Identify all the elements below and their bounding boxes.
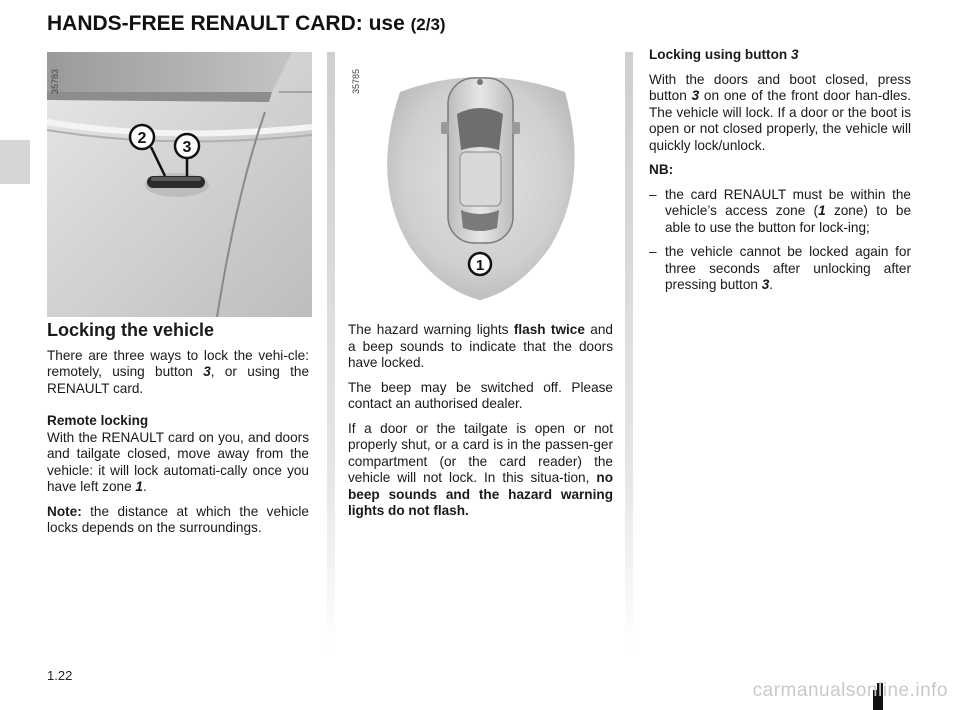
column-middle <box>348 322 613 528</box>
figure-code: 35785 <box>351 68 361 94</box>
section-heading: Locking the vehicle <box>47 320 215 340</box>
note-paragraph: Note: the distance at which the vehicle locks depends on the surroundings. <box>47 503 309 535</box>
column-divider <box>625 52 633 652</box>
callout-1: 1 <box>475 257 485 274</box>
nb-label: NB: <box>649 162 674 177</box>
access-zone-illustration <box>345 52 615 317</box>
page-title-part: (2/3) <box>410 15 446 34</box>
callout-2: 2 <box>137 130 147 147</box>
list-item: – the card RENAULT must be within the vehicle’s access zone (1 zone) to be able to use the button for lock-ing; <box>649 186 912 235</box>
column-right <box>649 47 911 302</box>
page-title: HANDS-FREE RENAULT CARD: use (2/3) <box>47 12 446 35</box>
beep-paragraph: The beep may be switched off. Please contact an authorised dealer. <box>348 379 613 411</box>
button-locking-paragraph: With the doors and boot closed, press button 3 on one of the front door han-dles. The vehicle will lock. If a door or the boot is open or not closed properly, the vehicle will quickly lock/unlock. <box>649 71 911 153</box>
subheading-remote-locking: Remote locking <box>47 413 149 428</box>
callout-3: 3 <box>182 139 192 156</box>
door-handle-illustration <box>47 52 312 317</box>
chapter-tab <box>0 140 30 184</box>
watermark: carmanualsonline.info <box>752 680 948 701</box>
column-divider <box>327 52 335 652</box>
intro-paragraph: There are three ways to lock the vehi-cle: remotely, using button 3, or using the RENAULT card. <box>47 347 310 396</box>
page-number: 1.22 <box>47 668 73 683</box>
figure-code: 35783 <box>50 68 60 94</box>
subheading-button-locking: Locking using button 3 <box>649 47 799 62</box>
list-item: – the vehicle cannot be locked again for three seconds after unlocking after pressing button 3. <box>649 244 911 292</box>
column-left <box>47 320 309 545</box>
not-locking-paragraph: If a door or the tailgate is open or not properly shut, or a card is in the passen-ger compartment (or the card reader) the vehicle will not lock. In this situa-tion, no beep sounds and the hazard warning lights do not flash. <box>348 420 613 518</box>
hazard-lights-paragraph: The hazard warning lights flash twice and a beep sounds to indicate that the doors have locked. <box>348 322 613 370</box>
remote-locking-paragraph: Remote locking With the RENAULT card on you, and doors and tailgate closed, move away from the vehicle: it will lock automati-cally once you have left zone 1. <box>47 413 309 494</box>
